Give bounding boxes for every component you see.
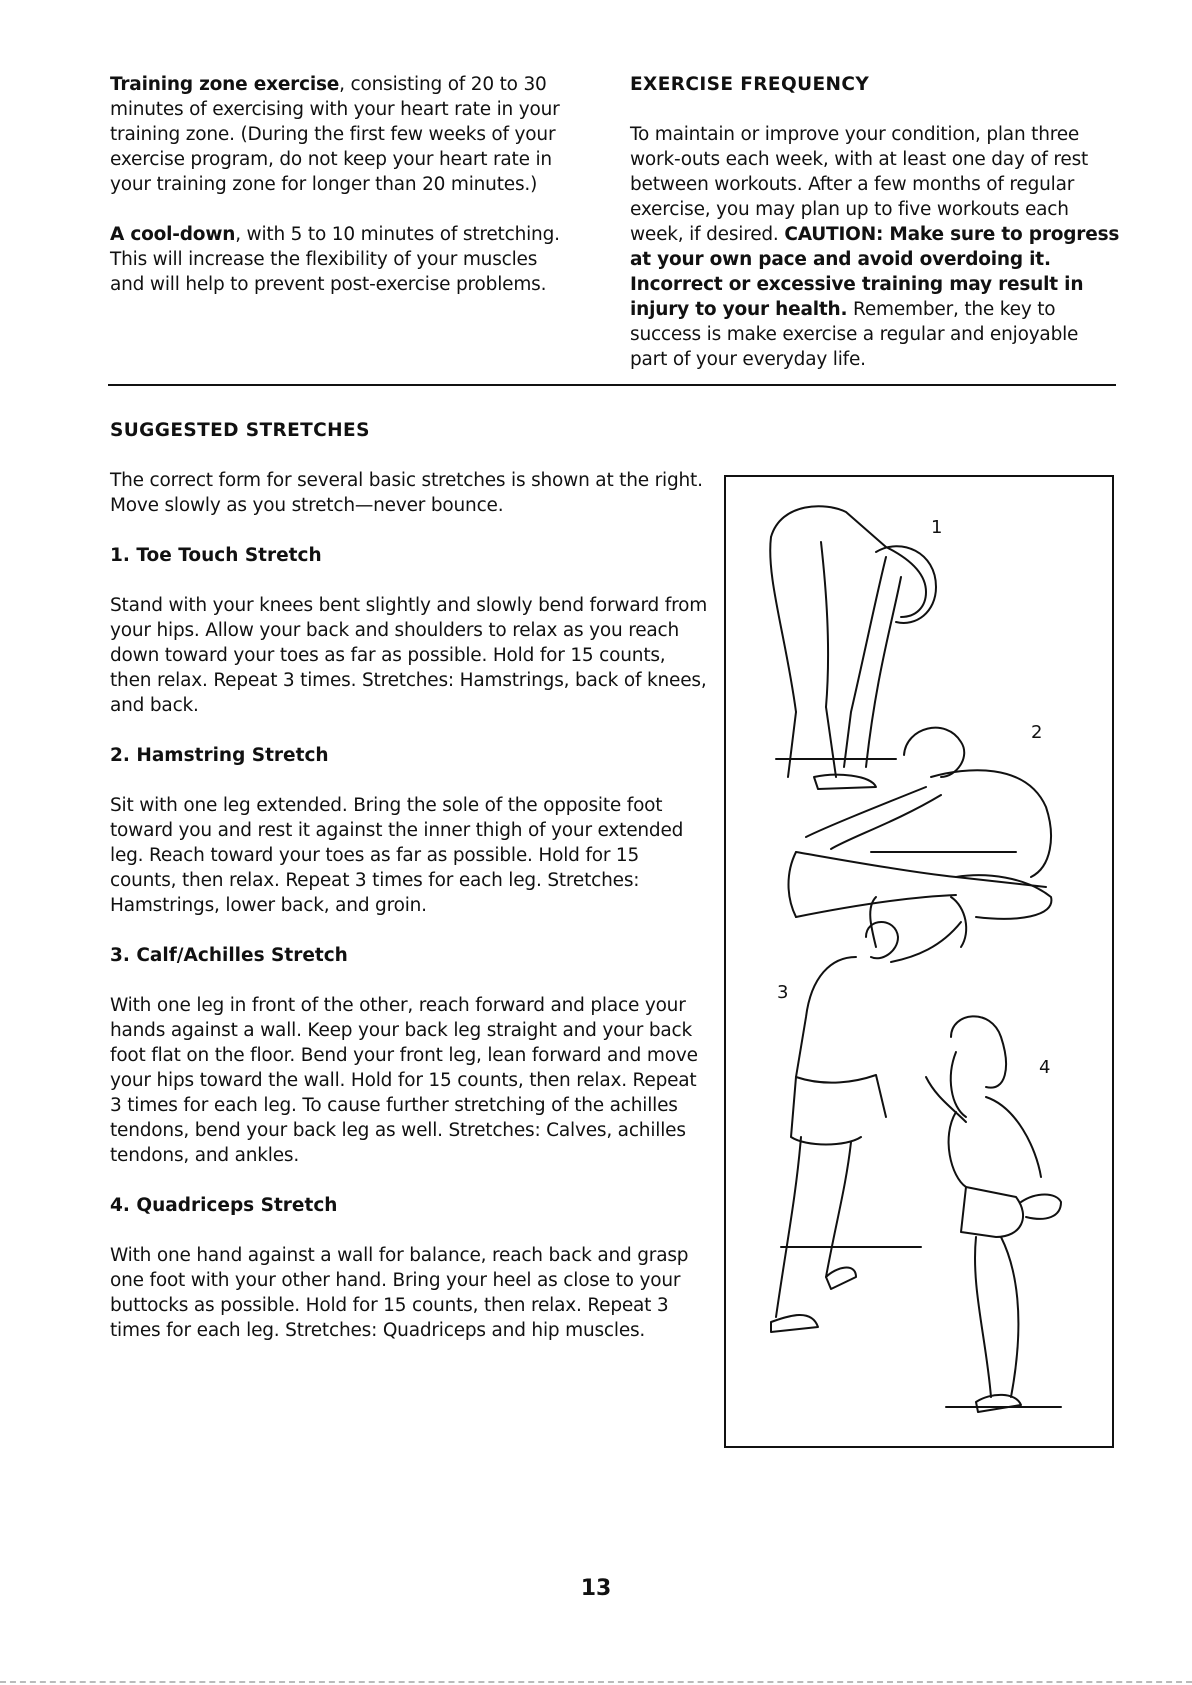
exercise-frequency-section <box>630 72 1120 372</box>
frequency-closing: Remember, the key to success is make exercise a regular and enjoyable part of your everyday life. <box>630 299 1079 370</box>
bottom-edge-rule <box>0 1681 1192 1683</box>
exercise-frequency-heading: EXERCISE FREQUENCY <box>630 74 870 95</box>
training-components-text <box>110 72 570 297</box>
cooldown-text: , with 5 to 10 minutes of stretching. This will increase the flexibility of your muscles and will help to prevent post-exercise problems. <box>110 224 560 295</box>
frequency-body: To maintain or improve your condition, plan three work-outs each week, with at least one day of rest between workouts. After a few months of regular exercise, you may plan up to five workouts each week, if desired. <box>630 124 1089 245</box>
stretch-title-hamstring: 2. Hamstring Stretch <box>110 745 329 766</box>
stretch-body-hamstring: Sit with one leg extended. Bring the sole of the opposite foot toward you and rest it against the inner thigh of your extended leg. Reach toward your toes as far as possible. Hold for 15 counts, then relax. Repeat 3 times for each leg. Stretches: Hamstrings, lower back, and groin. <box>110 795 684 916</box>
caution-text: CAUTION: Make sure to progress at your own pace and avoid overdoing it. Incorrect or excessive training may result in injury to your health. <box>630 224 1120 320</box>
figure-number-1: 1 <box>931 517 943 538</box>
cooldown-term: A cool-down <box>110 224 236 245</box>
stretch-figures-drawing <box>726 477 1112 1446</box>
stretch-body-calf-achilles: With one leg in front of the other, reach forward and place your hands against a wall. Keep your back leg straight and your back foot flat on the floor. Bend your front leg, lean forward and move your hips toward the wall. Hold for 15 counts, then relax. Repeat 3 times for each leg. To cause further stretching of the achilles tendons, bend your back leg as well. Stretches: Calves, achilles tendons, and ankles. <box>110 995 698 1166</box>
toe-touch-figure <box>770 506 936 789</box>
training-zone-text: , consisting of 20 to 30 minutes of exercising with your heart rate in your training zone. (During the first few weeks of your exercise program, do not keep your heart rate in your training zone for longer than 20 minutes.) <box>110 74 560 195</box>
frequency-paragraph <box>630 122 1120 372</box>
page-number: 13 <box>580 1576 612 1601</box>
suggested-stretches-heading: SUGGESTED STRETCHES <box>110 420 370 441</box>
figure-number-3: 3 <box>777 982 789 1003</box>
suggested-stretches-section <box>110 418 710 1343</box>
calf-achilles-figure <box>771 897 966 1332</box>
figure-number-2: 2 <box>1031 722 1043 743</box>
stretch-body-toe-touch: Stand with your knees bent slightly and slowly bend forward from your hips. Allow your back and shoulders to relax as you reach down toward your toes as far as possible. Hold for 15 counts, then relax. Repeat 3 times. Stretches: Hamstrings, back of knees, and back. <box>110 595 708 716</box>
stretch-title-calf-achilles: 3. Calf/Achilles Stretch <box>110 945 348 966</box>
stretches-intro: The correct form for several basic stretches is shown at the right. Move slowly as you stretch—never bounce. <box>110 470 703 516</box>
training-zone-paragraph <box>110 72 570 197</box>
hamstring-figure <box>789 728 1052 919</box>
figure-number-4: 4 <box>1039 1057 1051 1078</box>
stretch-illustrations <box>724 475 1114 1448</box>
cooldown-paragraph <box>110 222 570 297</box>
training-zone-term: Training zone exercise <box>110 74 340 95</box>
stretch-title-toe-touch: 1. Toe Touch Stretch <box>110 545 322 566</box>
stretch-title-quadriceps: 4. Quadriceps Stretch <box>110 1195 338 1216</box>
section-divider <box>108 384 1116 386</box>
stretch-body-quadriceps: With one hand against a wall for balance, reach back and grasp one foot with your other hand. Bring your heel as close to your buttocks as possible. Hold for 15 counts, then relax. Repeat 3 times for each leg. Stretches: Quadriceps and hip muscles. <box>110 1245 689 1341</box>
